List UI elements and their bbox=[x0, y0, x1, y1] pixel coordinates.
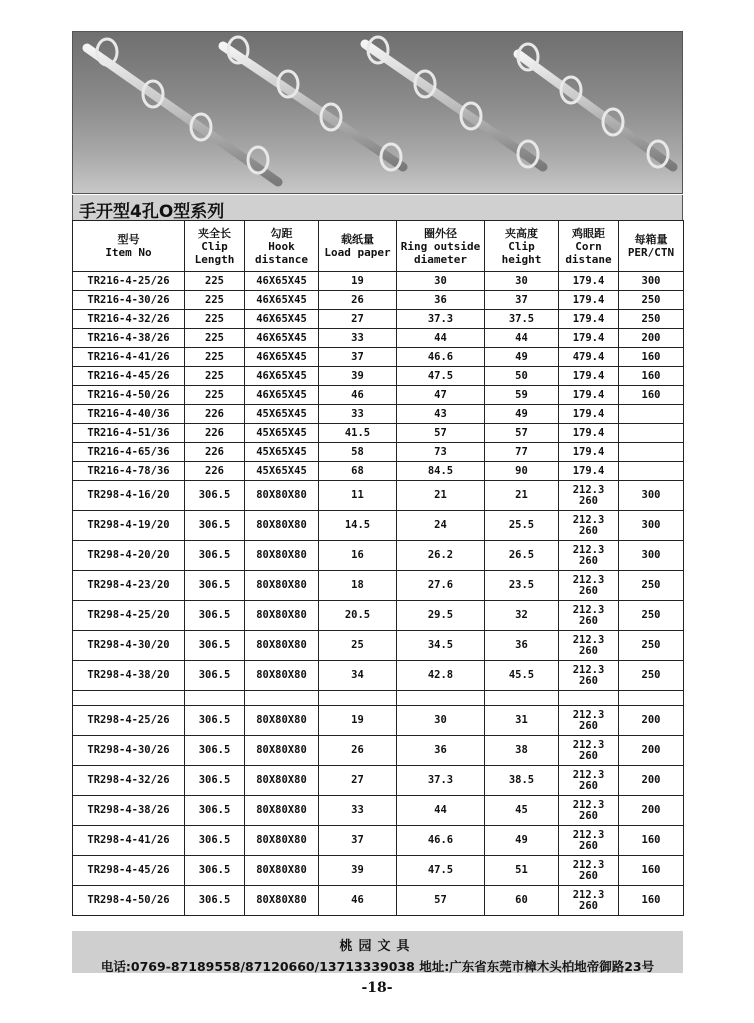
empty-cell bbox=[319, 691, 397, 706]
cell-clip-length: 226 bbox=[185, 462, 245, 481]
cell-clip-length: 306.5 bbox=[185, 661, 245, 691]
cell-per-ctn: 200 bbox=[619, 796, 684, 826]
cell-corn-distance bbox=[559, 329, 619, 348]
corn-distance-value: 260 bbox=[579, 839, 598, 852]
table-row bbox=[73, 291, 684, 310]
cell-per-ctn bbox=[619, 424, 684, 443]
table-row bbox=[73, 886, 684, 916]
cell-per-ctn: 300 bbox=[619, 481, 684, 511]
cell-item-no: TR298-4-32/26 bbox=[73, 766, 185, 796]
cell-per-ctn: 160 bbox=[619, 367, 684, 386]
cell-corn-distance bbox=[559, 511, 619, 541]
cell-item-no: TR298-4-38/20 bbox=[73, 661, 185, 691]
cell-load-paper: 39 bbox=[319, 367, 397, 386]
corn-distance-value: 179.4 bbox=[572, 464, 605, 477]
header-load-paper: 载纸量 Load paper bbox=[319, 221, 397, 272]
cell-load-paper: 27 bbox=[319, 766, 397, 796]
cell-per-ctn: 160 bbox=[619, 856, 684, 886]
corn-distance-value: 260 bbox=[579, 719, 598, 732]
corn-distance-value: 179.4 bbox=[572, 388, 605, 401]
cell-corn-distance bbox=[559, 826, 619, 856]
cell-hook-distance: 80X80X80 bbox=[245, 661, 319, 691]
cell-clip-length: 225 bbox=[185, 272, 245, 291]
cell-per-ctn: 250 bbox=[619, 571, 684, 601]
corn-distance-value: 212.3 bbox=[572, 708, 605, 721]
header-clip-height: 夹高度 Clip height bbox=[485, 221, 559, 272]
table-row bbox=[73, 661, 684, 691]
corn-distance-value: 212.3 bbox=[572, 543, 605, 556]
corn-distance-value: 260 bbox=[579, 749, 598, 762]
cell-load-paper: 37 bbox=[319, 826, 397, 856]
corn-distance-value: 212.3 bbox=[572, 573, 605, 586]
cell-item-no: TR216-4-45/26 bbox=[73, 367, 185, 386]
table-row bbox=[73, 481, 684, 511]
series-title: 手开型4孔O型系列 bbox=[79, 202, 225, 222]
cell-item-no: TR216-4-38/26 bbox=[73, 329, 185, 348]
empty-cell bbox=[185, 691, 245, 706]
footer-bar bbox=[72, 931, 683, 973]
cell-clip-height: 25.5 bbox=[485, 511, 559, 541]
cell-item-no: TR298-4-20/20 bbox=[73, 541, 185, 571]
cell-item-no: TR216-4-32/26 bbox=[73, 310, 185, 329]
cell-item-no: TR298-4-41/26 bbox=[73, 826, 185, 856]
cell-ring-diameter: 46.6 bbox=[397, 826, 485, 856]
cell-hook-distance: 80X80X80 bbox=[245, 886, 319, 916]
cell-clip-length: 306.5 bbox=[185, 541, 245, 571]
corn-distance-value: 212.3 bbox=[572, 633, 605, 646]
cell-clip-height: 44 bbox=[485, 329, 559, 348]
cell-clip-height: 51 bbox=[485, 856, 559, 886]
cell-clip-height: 36 bbox=[485, 631, 559, 661]
cell-per-ctn: 300 bbox=[619, 272, 684, 291]
cell-clip-height: 49 bbox=[485, 826, 559, 856]
cell-clip-height: 38 bbox=[485, 736, 559, 766]
cell-clip-length: 306.5 bbox=[185, 706, 245, 736]
header-hook-distance: 勾距 Hook distance bbox=[245, 221, 319, 272]
cell-clip-height: 60 bbox=[485, 886, 559, 916]
corn-distance-value: 260 bbox=[579, 779, 598, 792]
cell-per-ctn: 250 bbox=[619, 291, 684, 310]
binder-mechanism-4 bbox=[518, 44, 673, 167]
table-row bbox=[73, 348, 684, 367]
cell-clip-height: 57 bbox=[485, 424, 559, 443]
cell-corn-distance bbox=[559, 571, 619, 601]
cell-ring-diameter: 21 bbox=[397, 481, 485, 511]
cell-clip-height: 31 bbox=[485, 706, 559, 736]
table-row bbox=[73, 601, 684, 631]
cell-clip-height: 23.5 bbox=[485, 571, 559, 601]
cell-per-ctn bbox=[619, 405, 684, 424]
cell-ring-diameter: 29.5 bbox=[397, 601, 485, 631]
empty-cell bbox=[485, 691, 559, 706]
cell-load-paper: 11 bbox=[319, 481, 397, 511]
table-row bbox=[73, 541, 684, 571]
cell-corn-distance bbox=[559, 367, 619, 386]
table-row bbox=[73, 310, 684, 329]
cell-hook-distance: 80X80X80 bbox=[245, 631, 319, 661]
corn-distance-value: 179.4 bbox=[572, 407, 605, 420]
cell-item-no: TR298-4-25/26 bbox=[73, 706, 185, 736]
cell-per-ctn: 200 bbox=[619, 766, 684, 796]
table-row bbox=[73, 631, 684, 661]
cell-ring-diameter: 47 bbox=[397, 386, 485, 405]
cell-clip-length: 306.5 bbox=[185, 826, 245, 856]
table-row bbox=[73, 826, 684, 856]
table-row bbox=[73, 329, 684, 348]
cell-per-ctn: 160 bbox=[619, 386, 684, 405]
cell-load-paper: 19 bbox=[319, 706, 397, 736]
cell-item-no: TR216-4-50/26 bbox=[73, 386, 185, 405]
cell-item-no: TR216-4-41/26 bbox=[73, 348, 185, 367]
corn-distance-value: 260 bbox=[579, 614, 598, 627]
cell-item-no: TR298-4-50/26 bbox=[73, 886, 185, 916]
cell-corn-distance bbox=[559, 796, 619, 826]
cell-per-ctn: 200 bbox=[619, 706, 684, 736]
corn-distance-value: 212.3 bbox=[572, 603, 605, 616]
spec-table-body bbox=[73, 272, 684, 916]
cell-clip-height: 59 bbox=[485, 386, 559, 405]
corn-distance-value: 260 bbox=[579, 674, 598, 687]
cell-item-no: TR216-4-78/36 bbox=[73, 462, 185, 481]
footer-company: 桃园文具 bbox=[339, 939, 416, 954]
corn-distance-value: 212.3 bbox=[572, 888, 605, 901]
cell-per-ctn bbox=[619, 443, 684, 462]
page-number: -18- bbox=[361, 980, 393, 996]
corn-distance-value: 479.4 bbox=[572, 350, 605, 363]
cell-clip-length: 306.5 bbox=[185, 571, 245, 601]
cell-load-paper: 41.5 bbox=[319, 424, 397, 443]
cell-load-paper: 37 bbox=[319, 348, 397, 367]
cell-hook-distance: 46X65X45 bbox=[245, 291, 319, 310]
cell-corn-distance bbox=[559, 291, 619, 310]
cell-ring-diameter: 43 bbox=[397, 405, 485, 424]
cell-clip-height: 37 bbox=[485, 291, 559, 310]
cell-ring-diameter: 73 bbox=[397, 443, 485, 462]
cell-corn-distance bbox=[559, 443, 619, 462]
corn-distance-value: 260 bbox=[579, 554, 598, 567]
corn-distance-value: 212.3 bbox=[572, 738, 605, 751]
cell-load-paper: 33 bbox=[319, 405, 397, 424]
cell-clip-height: 38.5 bbox=[485, 766, 559, 796]
cell-clip-length: 226 bbox=[185, 443, 245, 462]
cell-clip-height: 77 bbox=[485, 443, 559, 462]
cell-clip-length: 225 bbox=[185, 367, 245, 386]
cell-hook-distance: 45X65X45 bbox=[245, 462, 319, 481]
cell-clip-length: 306.5 bbox=[185, 856, 245, 886]
cell-clip-length: 306.5 bbox=[185, 601, 245, 631]
cell-item-no: TR216-4-30/26 bbox=[73, 291, 185, 310]
cell-clip-length: 225 bbox=[185, 386, 245, 405]
cell-corn-distance bbox=[559, 424, 619, 443]
cell-per-ctn: 300 bbox=[619, 511, 684, 541]
cell-ring-diameter: 30 bbox=[397, 272, 485, 291]
cell-ring-diameter: 37.3 bbox=[397, 310, 485, 329]
cell-per-ctn: 200 bbox=[619, 329, 684, 348]
empty-cell bbox=[73, 691, 185, 706]
cell-clip-height: 30 bbox=[485, 272, 559, 291]
cell-ring-diameter: 24 bbox=[397, 511, 485, 541]
cell-ring-diameter: 47.5 bbox=[397, 856, 485, 886]
cell-hook-distance: 46X65X45 bbox=[245, 310, 319, 329]
corn-distance-value: 260 bbox=[579, 494, 598, 507]
cell-ring-diameter: 47.5 bbox=[397, 367, 485, 386]
cell-clip-height: 45.5 bbox=[485, 661, 559, 691]
cell-clip-length: 306.5 bbox=[185, 886, 245, 916]
cell-corn-distance bbox=[559, 601, 619, 631]
cell-hook-distance: 80X80X80 bbox=[245, 571, 319, 601]
cell-hook-distance: 80X80X80 bbox=[245, 706, 319, 736]
cell-corn-distance bbox=[559, 272, 619, 291]
cell-load-paper: 58 bbox=[319, 443, 397, 462]
cell-hook-distance: 46X65X45 bbox=[245, 329, 319, 348]
cell-hook-distance: 45X65X45 bbox=[245, 443, 319, 462]
table-row bbox=[73, 691, 684, 706]
cell-clip-length: 306.5 bbox=[185, 796, 245, 826]
cell-corn-distance bbox=[559, 766, 619, 796]
header-ring-diameter: 圈外径 Ring outside diameter bbox=[397, 221, 485, 272]
cell-hook-distance: 80X80X80 bbox=[245, 541, 319, 571]
corn-distance-value: 260 bbox=[579, 899, 598, 912]
cell-hook-distance: 45X65X45 bbox=[245, 424, 319, 443]
cell-hook-distance: 80X80X80 bbox=[245, 796, 319, 826]
cell-corn-distance bbox=[559, 405, 619, 424]
cell-load-paper: 16 bbox=[319, 541, 397, 571]
cell-item-no: TR298-4-45/26 bbox=[73, 856, 185, 886]
table-row bbox=[73, 272, 684, 291]
cell-corn-distance bbox=[559, 462, 619, 481]
corn-distance-value: 212.3 bbox=[572, 513, 605, 526]
cell-ring-diameter: 37.3 bbox=[397, 766, 485, 796]
cell-per-ctn: 160 bbox=[619, 348, 684, 367]
cell-load-paper: 26 bbox=[319, 736, 397, 766]
corn-distance-value: 260 bbox=[579, 584, 598, 597]
series-title-bar bbox=[72, 195, 683, 220]
cell-hook-distance: 46X65X45 bbox=[245, 348, 319, 367]
cell-corn-distance bbox=[559, 481, 619, 511]
cell-ring-diameter: 30 bbox=[397, 706, 485, 736]
table-row bbox=[73, 424, 684, 443]
cell-clip-height: 37.5 bbox=[485, 310, 559, 329]
cell-load-paper: 46 bbox=[319, 886, 397, 916]
cell-clip-length: 225 bbox=[185, 291, 245, 310]
table-header-row bbox=[73, 221, 684, 272]
cell-clip-height: 21 bbox=[485, 481, 559, 511]
cell-clip-height: 49 bbox=[485, 348, 559, 367]
cell-corn-distance bbox=[559, 631, 619, 661]
corn-distance-value: 179.4 bbox=[572, 312, 605, 325]
cell-ring-diameter: 57 bbox=[397, 424, 485, 443]
cell-hook-distance: 80X80X80 bbox=[245, 601, 319, 631]
corn-distance-value: 212.3 bbox=[572, 663, 605, 676]
cell-corn-distance bbox=[559, 386, 619, 405]
cell-ring-diameter: 36 bbox=[397, 736, 485, 766]
table-row bbox=[73, 386, 684, 405]
table-row bbox=[73, 736, 684, 766]
table-row bbox=[73, 856, 684, 886]
cell-ring-diameter: 46.6 bbox=[397, 348, 485, 367]
corn-distance-value: 179.4 bbox=[572, 293, 605, 306]
empty-cell bbox=[245, 691, 319, 706]
corn-distance-value: 260 bbox=[579, 524, 598, 537]
cell-clip-height: 45 bbox=[485, 796, 559, 826]
corn-distance-value: 212.3 bbox=[572, 798, 605, 811]
header-item-no: 型号 Item No bbox=[73, 221, 185, 272]
cell-clip-length: 306.5 bbox=[185, 511, 245, 541]
cell-hook-distance: 45X65X45 bbox=[245, 405, 319, 424]
cell-item-no: TR216-4-25/26 bbox=[73, 272, 185, 291]
cell-load-paper: 33 bbox=[319, 329, 397, 348]
cell-ring-diameter: 36 bbox=[397, 291, 485, 310]
cell-hook-distance: 80X80X80 bbox=[245, 736, 319, 766]
cell-load-paper: 19 bbox=[319, 272, 397, 291]
cell-hook-distance: 80X80X80 bbox=[245, 856, 319, 886]
spec-table bbox=[72, 220, 684, 916]
empty-cell bbox=[619, 691, 684, 706]
cell-per-ctn: 160 bbox=[619, 826, 684, 856]
cell-ring-diameter: 34.5 bbox=[397, 631, 485, 661]
cell-corn-distance bbox=[559, 661, 619, 691]
table-row bbox=[73, 706, 684, 736]
cell-load-paper: 34 bbox=[319, 661, 397, 691]
cell-hook-distance: 46X65X45 bbox=[245, 367, 319, 386]
cell-clip-length: 225 bbox=[185, 310, 245, 329]
cell-hook-distance: 46X65X45 bbox=[245, 386, 319, 405]
cell-per-ctn: 250 bbox=[619, 601, 684, 631]
cell-item-no: TR298-4-25/20 bbox=[73, 601, 185, 631]
cell-load-paper: 26 bbox=[319, 291, 397, 310]
cell-clip-length: 226 bbox=[185, 405, 245, 424]
header-clip-length: 夹全长 Clip Length bbox=[185, 221, 245, 272]
cell-per-ctn: 200 bbox=[619, 736, 684, 766]
corn-distance-value: 260 bbox=[579, 809, 598, 822]
cell-clip-height: 49 bbox=[485, 405, 559, 424]
table-row bbox=[73, 462, 684, 481]
cell-clip-height: 90 bbox=[485, 462, 559, 481]
cell-ring-diameter: 44 bbox=[397, 329, 485, 348]
product-photo bbox=[72, 31, 683, 194]
cell-item-no: TR298-4-30/20 bbox=[73, 631, 185, 661]
cell-load-paper: 33 bbox=[319, 796, 397, 826]
cell-ring-diameter: 42.8 bbox=[397, 661, 485, 691]
cell-item-no: TR298-4-19/20 bbox=[73, 511, 185, 541]
cell-clip-height: 26.5 bbox=[485, 541, 559, 571]
cell-item-no: TR298-4-23/20 bbox=[73, 571, 185, 601]
cell-load-paper: 68 bbox=[319, 462, 397, 481]
cell-load-paper: 46 bbox=[319, 386, 397, 405]
cell-corn-distance bbox=[559, 856, 619, 886]
cell-clip-length: 306.5 bbox=[185, 631, 245, 661]
cell-per-ctn: 250 bbox=[619, 631, 684, 661]
cell-ring-diameter: 26.2 bbox=[397, 541, 485, 571]
cell-load-paper: 27 bbox=[319, 310, 397, 329]
cell-clip-length: 226 bbox=[185, 424, 245, 443]
cell-load-paper: 14.5 bbox=[319, 511, 397, 541]
cell-hook-distance: 80X80X80 bbox=[245, 826, 319, 856]
cell-clip-length: 225 bbox=[185, 329, 245, 348]
cell-item-no: TR216-4-51/36 bbox=[73, 424, 185, 443]
corn-distance-value: 212.3 bbox=[572, 483, 605, 496]
ring-binder-mechanism-illustration bbox=[73, 32, 683, 194]
cell-item-no: TR298-4-16/20 bbox=[73, 481, 185, 511]
corn-distance-value: 179.4 bbox=[572, 426, 605, 439]
cell-load-paper: 20.5 bbox=[319, 601, 397, 631]
cell-item-no: TR216-4-40/36 bbox=[73, 405, 185, 424]
cell-clip-length: 225 bbox=[185, 348, 245, 367]
cell-corn-distance bbox=[559, 706, 619, 736]
cell-per-ctn: 160 bbox=[619, 886, 684, 916]
cell-clip-height: 32 bbox=[485, 601, 559, 631]
cell-per-ctn: 250 bbox=[619, 310, 684, 329]
cell-ring-diameter: 57 bbox=[397, 886, 485, 916]
cell-load-paper: 39 bbox=[319, 856, 397, 886]
cell-clip-length: 306.5 bbox=[185, 766, 245, 796]
cell-hook-distance: 80X80X80 bbox=[245, 766, 319, 796]
footer-contact: 电话:0769-87189558/87120660/13713339038 地址:广东省东莞市樟木头柏地帝御路23号 bbox=[100, 959, 655, 974]
table-row bbox=[73, 766, 684, 796]
corn-distance-value: 179.4 bbox=[572, 369, 605, 382]
cell-corn-distance bbox=[559, 348, 619, 367]
cell-item-no: TR298-4-30/26 bbox=[73, 736, 185, 766]
table-row bbox=[73, 571, 684, 601]
cell-ring-diameter: 84.5 bbox=[397, 462, 485, 481]
corn-distance-value: 260 bbox=[579, 644, 598, 657]
cell-clip-length: 306.5 bbox=[185, 736, 245, 766]
cell-corn-distance bbox=[559, 310, 619, 329]
cell-per-ctn bbox=[619, 462, 684, 481]
cell-item-no: TR216-4-65/36 bbox=[73, 443, 185, 462]
cell-per-ctn: 250 bbox=[619, 661, 684, 691]
corn-distance-value: 260 bbox=[579, 869, 598, 882]
header-per-ctn: 每箱量 PER/CTN bbox=[619, 221, 684, 272]
cell-hook-distance: 80X80X80 bbox=[245, 511, 319, 541]
header-corn-distance: 鸡眼距 Corn distane bbox=[559, 221, 619, 272]
cell-clip-height: 50 bbox=[485, 367, 559, 386]
cell-clip-length: 306.5 bbox=[185, 481, 245, 511]
cell-per-ctn: 300 bbox=[619, 541, 684, 571]
corn-distance-value: 212.3 bbox=[572, 858, 605, 871]
table-row bbox=[73, 511, 684, 541]
corn-distance-value: 179.4 bbox=[572, 331, 605, 344]
cell-load-paper: 25 bbox=[319, 631, 397, 661]
empty-cell bbox=[397, 691, 485, 706]
table-row bbox=[73, 367, 684, 386]
table-row bbox=[73, 443, 684, 462]
corn-distance-value: 212.3 bbox=[572, 768, 605, 781]
cell-corn-distance bbox=[559, 886, 619, 916]
corn-distance-value: 179.4 bbox=[572, 445, 605, 458]
empty-cell bbox=[559, 691, 619, 706]
cell-corn-distance bbox=[559, 541, 619, 571]
cell-ring-diameter: 27.6 bbox=[397, 571, 485, 601]
cell-load-paper: 18 bbox=[319, 571, 397, 601]
cell-ring-diameter: 44 bbox=[397, 796, 485, 826]
cell-corn-distance bbox=[559, 736, 619, 766]
table-row bbox=[73, 796, 684, 826]
table-row bbox=[73, 405, 684, 424]
corn-distance-value: 179.4 bbox=[572, 274, 605, 287]
corn-distance-value: 212.3 bbox=[572, 828, 605, 841]
cell-item-no: TR298-4-38/26 bbox=[73, 796, 185, 826]
cell-hook-distance: 46X65X45 bbox=[245, 272, 319, 291]
cell-hook-distance: 80X80X80 bbox=[245, 481, 319, 511]
